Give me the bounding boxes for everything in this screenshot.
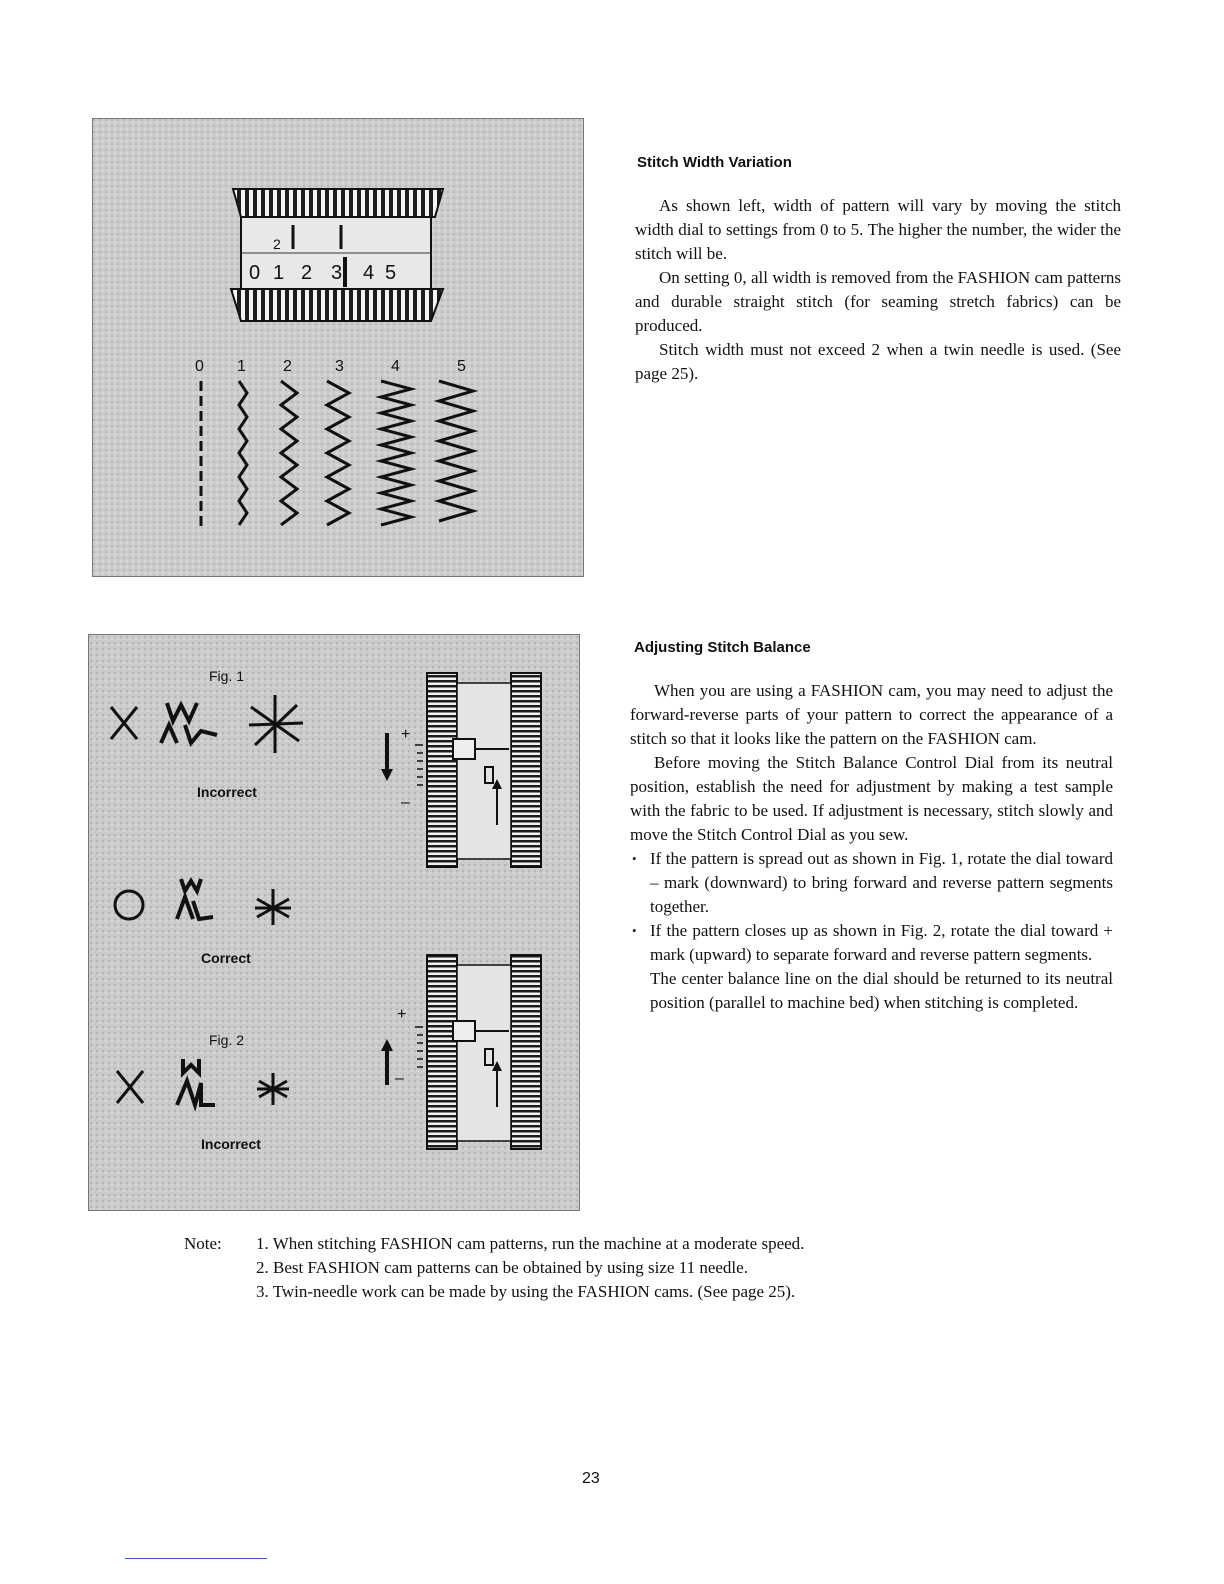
stitch-width-heading: Stitch Width Variation	[637, 154, 792, 171]
dial-number: 0	[249, 262, 261, 284]
paragraph: On setting 0, all width is removed from the FASHION cam patterns and durable straight stitch (for seaming stretch fabrics) can be produced.	[635, 268, 1121, 335]
note-item: 3. Twin-needle work can be made by using the FASHION cams. (See page 25).	[256, 1282, 796, 1301]
width-label: 2	[283, 358, 292, 375]
width-label: 5	[457, 358, 466, 375]
bullet-item: • If the pattern closes up as shown in Fig. 2, rotate the dial toward + mark (upward) to separate forward and reverse pattern segments.	[630, 919, 1113, 967]
width-label: 3	[335, 358, 344, 375]
stitch-width-text	[635, 194, 1121, 386]
correct-label: Correct	[201, 950, 251, 966]
paragraph: Stitch width must not exceed 2 when a twin needle is used. (See page 25).	[635, 340, 1121, 383]
paragraph: As shown left, width of pattern will vary by moving the stitch width dial to settings from 0 to 5. The higher the number, the wider the stitch will be.	[635, 196, 1121, 263]
plus-mark: +	[401, 726, 411, 743]
stitch-balance-text	[630, 679, 1113, 1015]
width-label: 0	[195, 358, 204, 375]
note-label: Note:	[184, 1234, 222, 1253]
note-item: 2. Best FASHION cam patterns can be obtained by using size 11 needle.	[256, 1258, 748, 1277]
stitch-balance-illustration	[89, 635, 579, 1210]
dial-number: 2	[301, 262, 313, 284]
note-item: 1. When stitching FASHION cam patterns, run the machine at a moderate speed.	[256, 1234, 805, 1253]
dial-number: 5	[385, 262, 397, 284]
stitch-balance-figure	[88, 634, 580, 1211]
adjustment-bullets	[630, 847, 1113, 967]
incorrect-label-2: Incorrect	[201, 1136, 261, 1152]
paragraph: When you are using a FASHION cam, you may need to adjust the forward-reverse parts of your pattern to correct the appearance of a stitch so that it looks like the pattern on the FASHION cam.	[630, 681, 1113, 748]
fig1-label: Fig. 1	[209, 668, 245, 684]
width-label: 4	[391, 358, 400, 375]
stitch-width-illustration	[93, 119, 583, 576]
plus-mark-2: +	[397, 1006, 407, 1023]
note-list	[256, 1232, 1056, 1304]
dial-upper-number: 2	[273, 236, 281, 252]
dial-number: 3	[331, 262, 343, 284]
minus-mark: –	[401, 794, 410, 811]
minus-mark-2: –	[395, 1070, 404, 1087]
closing-paragraph: The center balance line on the dial should be returned to its neutral position (parallel to machine bed) when stitching is completed.	[650, 969, 1113, 1012]
incorrect-label: Incorrect	[197, 784, 257, 800]
stitch-balance-heading: Adjusting Stitch Balance	[634, 639, 811, 656]
footer-rule	[125, 1558, 267, 1559]
dial-number: 1	[273, 262, 285, 284]
stitch-width-figure	[92, 118, 584, 577]
fig2-label: Fig. 2	[209, 1032, 245, 1048]
page-number: 23	[582, 1470, 600, 1487]
paragraph: Before moving the Stitch Balance Control Dial from its neutral position, establish the need for adjustment by making a test sample with the fabric to be used. If adjustment is necessary, stitch slowly and move the Stitch Control Dial as you sew.	[630, 753, 1113, 844]
dial-number: 4	[363, 262, 375, 284]
bullet-item: • If the pattern is spread out as shown in Fig. 1, rotate the dial toward – mark (downward) to bring forward and reverse pattern segments together.	[630, 847, 1113, 919]
width-label: 1	[237, 358, 246, 375]
